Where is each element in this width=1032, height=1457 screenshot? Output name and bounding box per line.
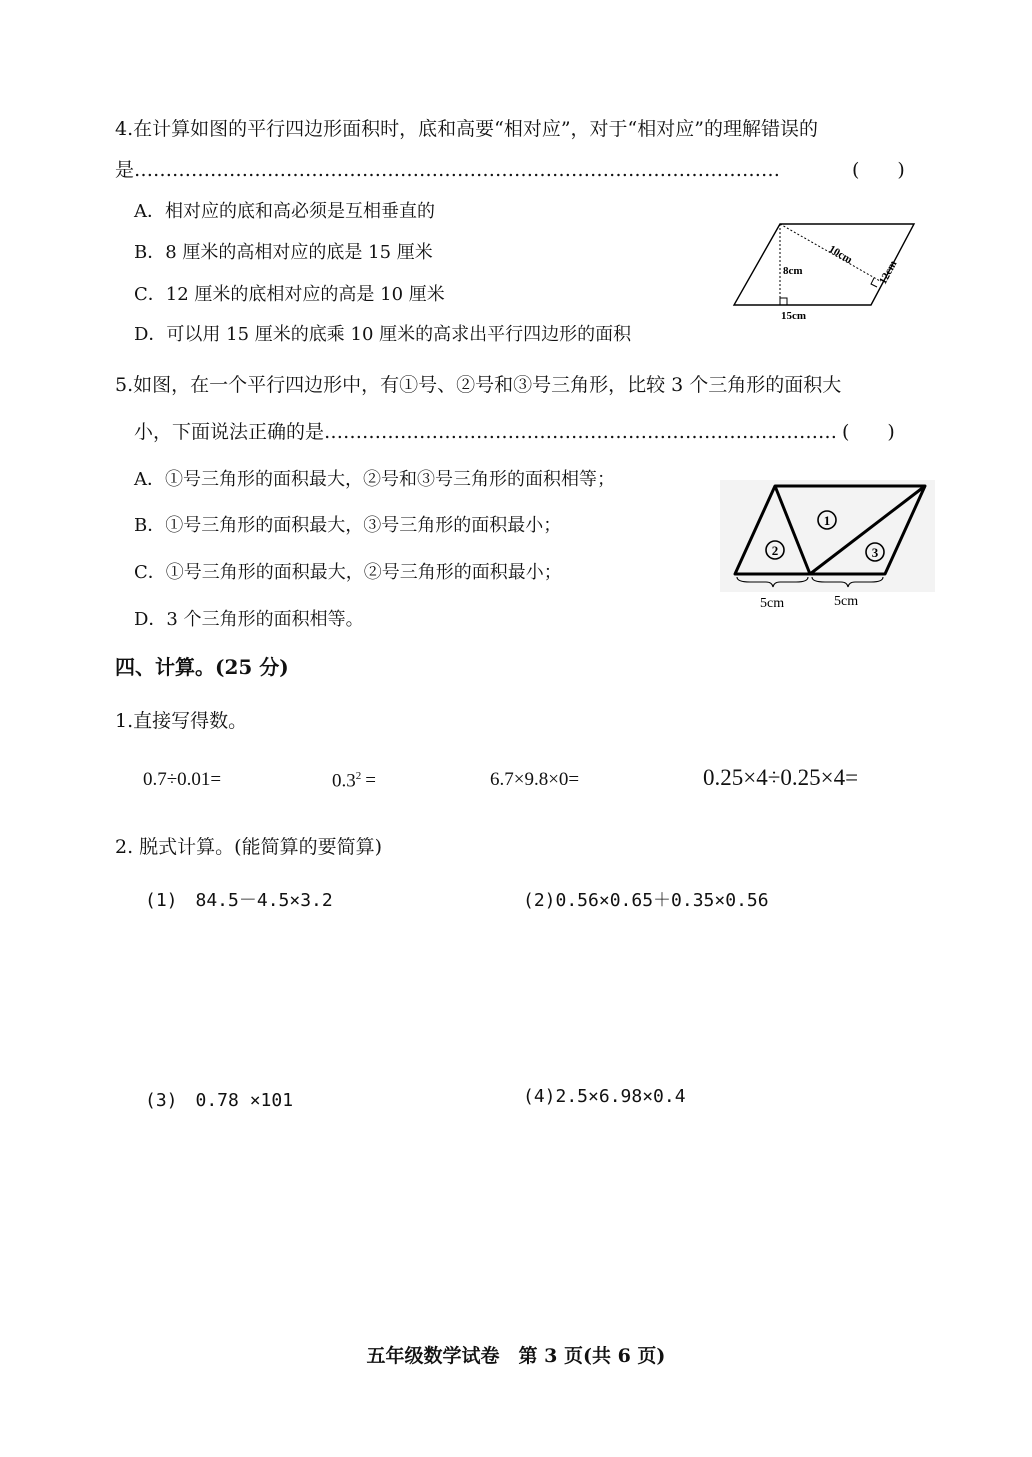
q5-tri2-num: 2 [771, 543, 779, 558]
direct-item-4: 0.25×4÷0.25×4= [703, 765, 859, 790]
q4-stem-line2: 是………………………………………………………………………………………… [115, 159, 781, 181]
q5-stem-line2: 小，下面说法正确的是……………………………………………………………………… [134, 421, 838, 443]
detailed-item-1: (1) 84.5－4.5×3.2 [145, 890, 333, 911]
q4-right-angle-mark-2 [871, 278, 877, 287]
detailed-item-4: (4)2.5×6.98×0.4 [523, 1086, 686, 1107]
q4-option-c: C．12 厘米的底相对应的高是 10 厘米 [134, 284, 445, 305]
direct-item-2-equals: = [365, 770, 376, 792]
direct-item-2-base: 0.3 [332, 770, 356, 792]
q5-tri1-num: 1 [823, 513, 831, 528]
q5-option-d: D．3 个三角形的面积相等。 [134, 609, 364, 630]
q4-label-15cm: 15cm [781, 310, 807, 322]
direct-item-2-exponent: 2 [355, 770, 362, 782]
detailed-item-3: (3) 0.78 ×101 [145, 1090, 294, 1111]
q5-tri3-num: 3 [871, 545, 879, 560]
direct-item-3: 6.7×9.8×0= [490, 769, 580, 790]
q5-label-left-5cm: 5cm [760, 596, 785, 611]
q5-triangles-figure [720, 480, 935, 615]
q5-option-c: C．①号三角形的面积最大，②号三角形的面积最小； [134, 562, 562, 583]
q4-answer-paren: ( ) [852, 159, 905, 181]
q5-option-a: A．①号三角形的面积最大，②号和③号三角形的面积相等； [134, 469, 615, 490]
q4-parallelogram-figure [725, 215, 925, 325]
q4-label-10cm: 10cm [826, 243, 855, 267]
direct-calc-title: 1.直接写得数。 [115, 710, 248, 732]
q4-label-8cm: 8cm [783, 265, 803, 277]
q4-option-a: A．相对应的底和高必须是互相垂直的 [134, 201, 435, 222]
q5-answer-paren: ( ) [842, 421, 895, 443]
direct-item-1: 0.7÷0.01= [143, 769, 222, 790]
direct-item-2 [332, 770, 376, 792]
q4-label-12cm: 12cm [877, 258, 900, 287]
q4-stem-line1: 4.在计算如图的平行四边形面积时，底和高要“相对应”，对于“相对应”的理解错误的 [115, 118, 818, 140]
q4-option-b: B．8 厘米的高相对应的底是 15 厘米 [134, 242, 433, 263]
q5-stem-line1: 5.如图，在一个平行四边形中，有①号、②号和③号三角形，比较 3 个三角形的面积大 [115, 374, 842, 396]
detailed-calc-title: 2. 脱式计算。(能简算的要简算) [115, 836, 382, 858]
q5-option-b: B．①号三角形的面积最大，③号三角形的面积最小； [134, 515, 562, 536]
page-footer: 五年级数学试卷 第 3 页(共 6 页) [366, 1345, 666, 1367]
section4-title: 四、计算。(25 分) [115, 655, 289, 679]
q5-label-right-5cm: 5cm [834, 594, 859, 609]
detailed-item-2: (2)0.56×0.65＋0.35×0.56 [523, 890, 769, 911]
q4-right-angle-mark [780, 298, 787, 305]
q4-option-d: D．可以用 15 厘米的底乘 10 厘米的高求出平行四边形的面积 [134, 324, 632, 345]
